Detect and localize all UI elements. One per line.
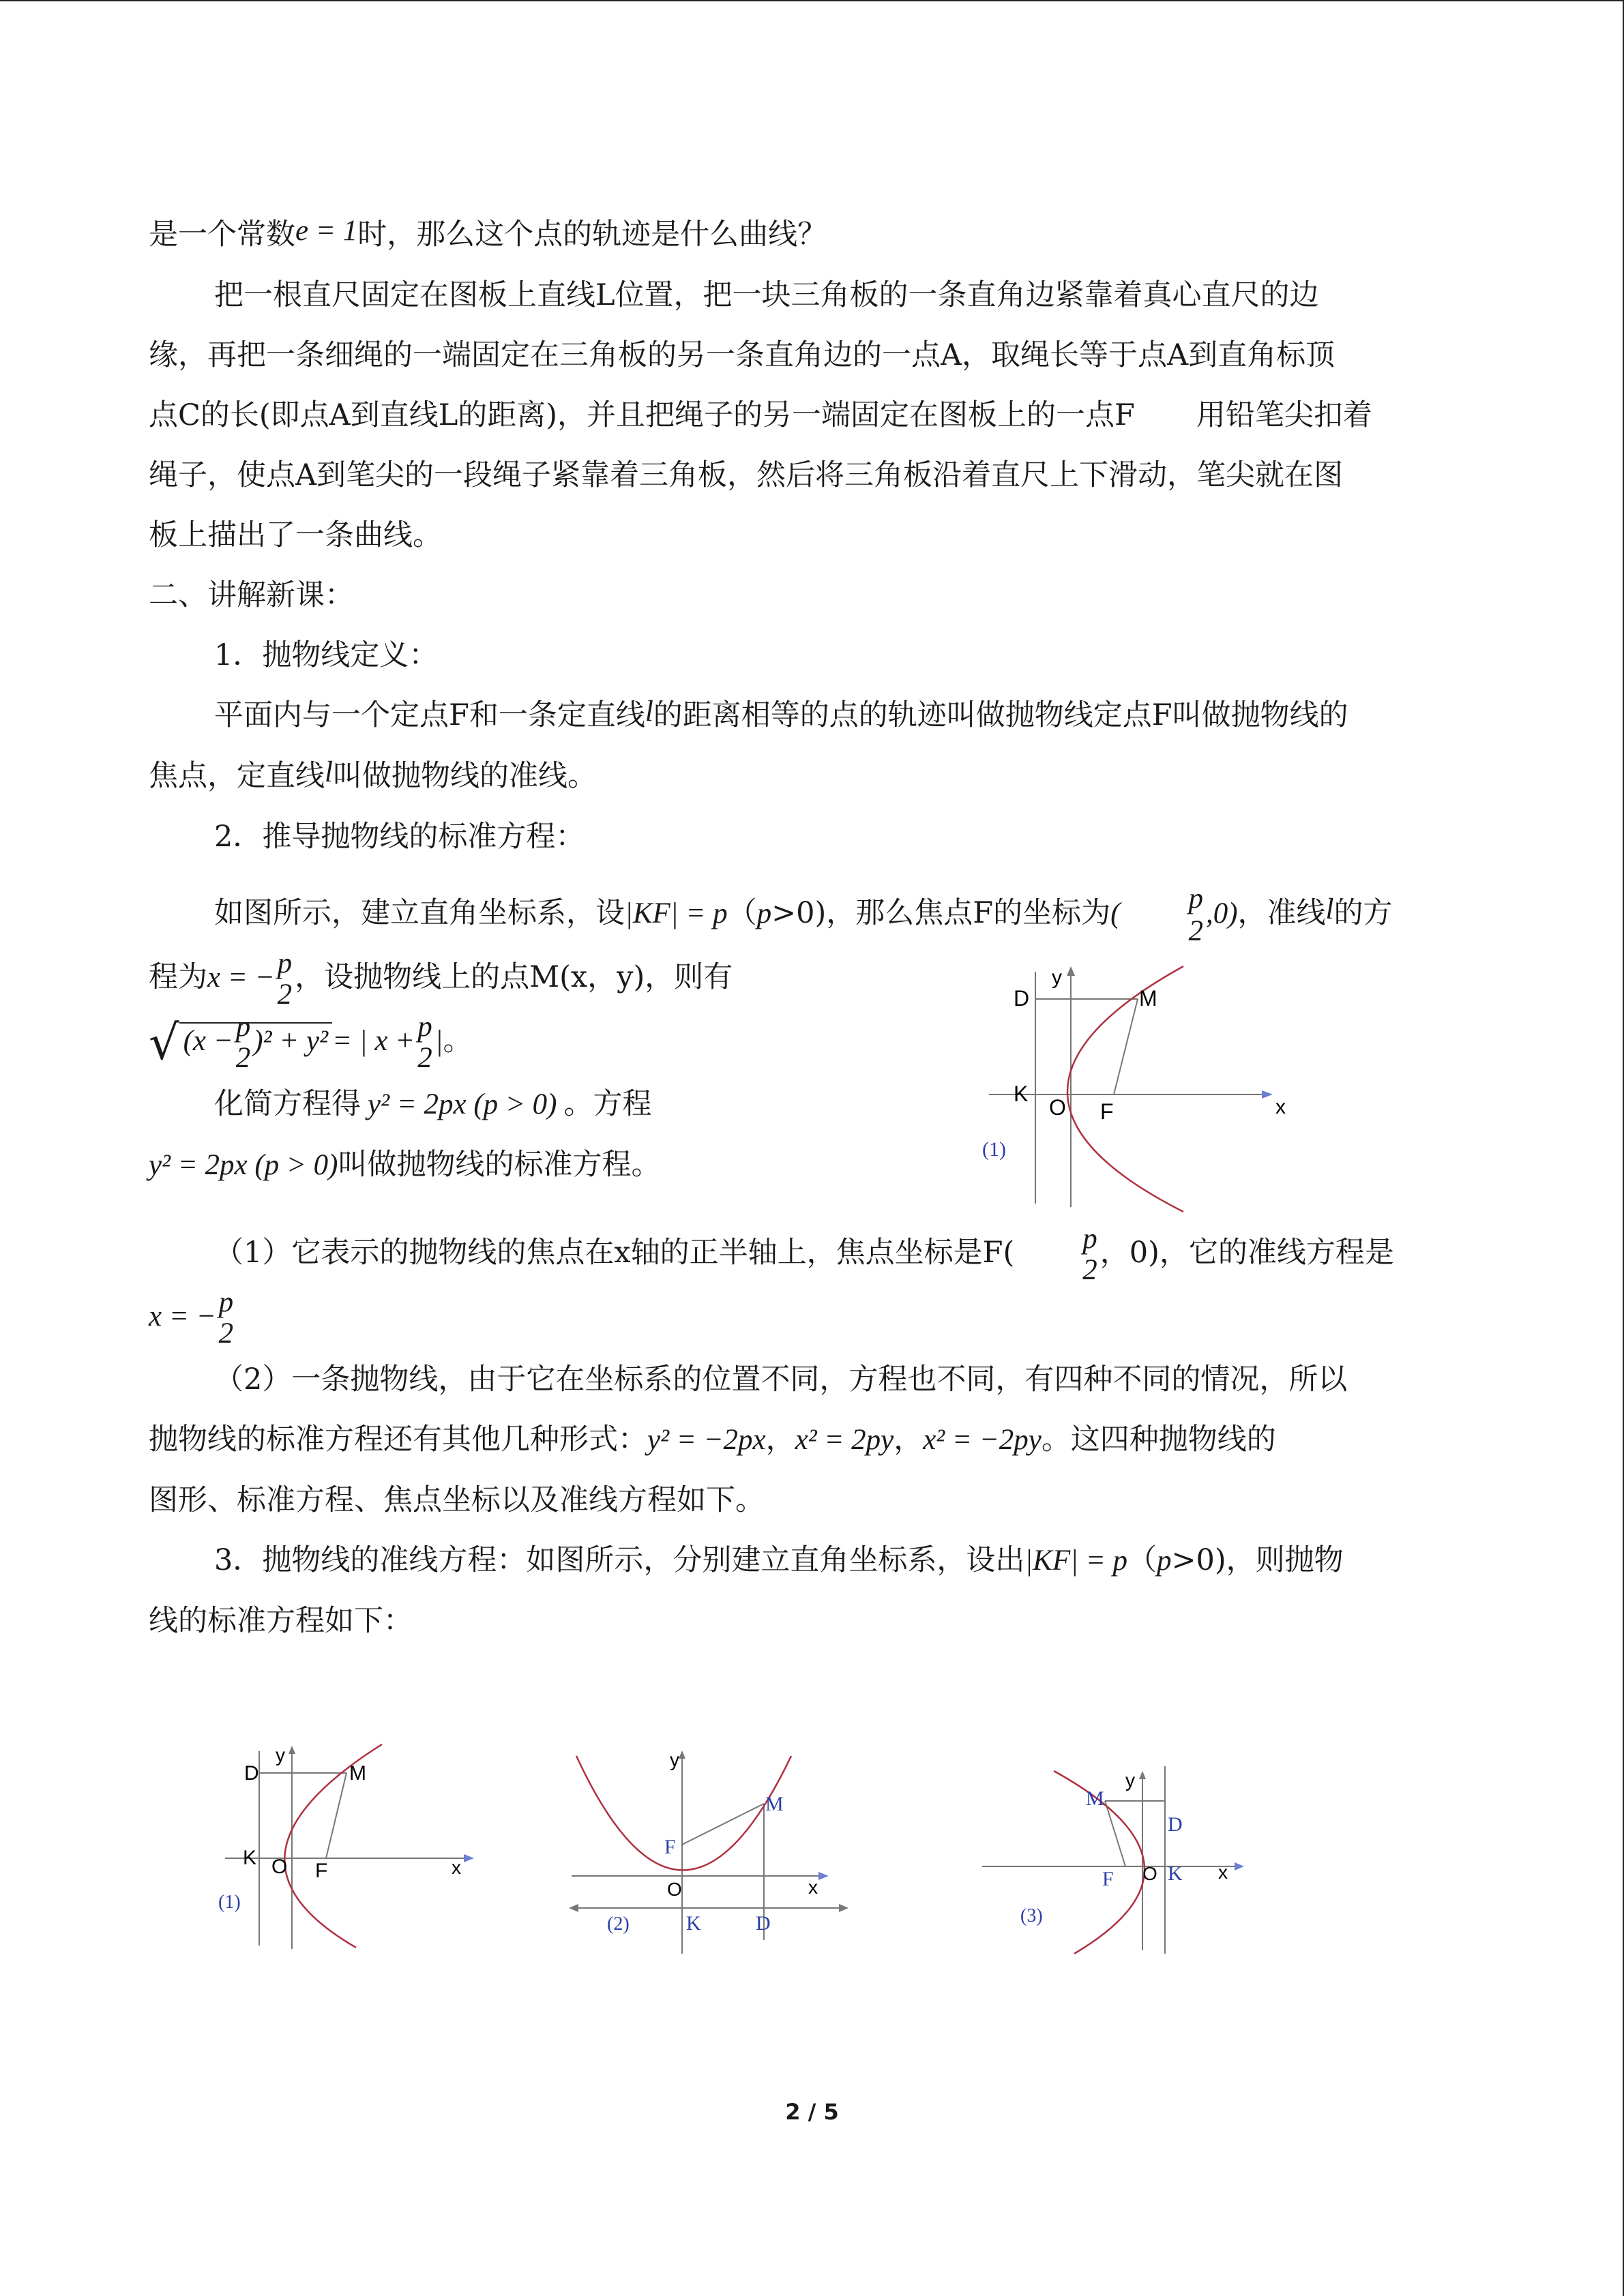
point-label-o: O xyxy=(667,1879,682,1900)
point-label-o: O xyxy=(1049,1095,1066,1120)
text: 。方程 xyxy=(563,1087,652,1121)
text: 程为 xyxy=(149,960,207,994)
fraction: p 2 xyxy=(1082,1223,1097,1286)
paragraph xyxy=(149,685,1479,746)
equation xyxy=(149,1286,1479,1350)
sqrt-sign: √ xyxy=(149,1015,179,1071)
paragraph: 线的标准方程如下： xyxy=(149,1604,413,1638)
math: l xyxy=(325,756,333,788)
paragraph xyxy=(149,385,1479,445)
text: （1）它表示的抛物线的焦点在x轴的正半轴上，焦点坐标是F( xyxy=(214,1236,1015,1270)
point-label-o: O xyxy=(1142,1863,1157,1884)
text: 3．抛物线的准线方程：如图所示，分别建立直角坐标系，设出 xyxy=(214,1543,1025,1577)
paragraph: 板上描出了一条曲线。 xyxy=(149,518,442,552)
text: 叫做抛物线的标准方程。 xyxy=(338,1148,661,1182)
math: y² = 2px (p > 0) xyxy=(368,1088,557,1120)
text: （ xyxy=(1127,1543,1157,1577)
text: 用铅笔尖扣着 xyxy=(1196,398,1372,432)
section-heading: 二、讲解新课： xyxy=(149,578,354,612)
sqrt-body: (x − p 2 )² + y² xyxy=(179,1022,332,1058)
paragraph: 抛物线的标准方程还有其他几种形式：y² = −2px，x² = 2py，x² = −2py。这四种抛物线的 xyxy=(149,1422,1276,1457)
math: p xyxy=(1156,1545,1172,1577)
parabola-figure-2 xyxy=(566,1742,866,1960)
text: 叫做抛物线的准线。 xyxy=(332,759,597,793)
math: x = − xyxy=(207,961,275,994)
text: 如图所示，建立直角坐标系，设 xyxy=(214,896,625,930)
math: e = 1 xyxy=(295,215,358,247)
paragraph xyxy=(149,1223,1479,1286)
document-body xyxy=(149,205,1479,1651)
axis-label-x: x xyxy=(808,1877,818,1898)
point-label-f: F xyxy=(664,1836,676,1858)
axis-label-x: x xyxy=(1218,1862,1228,1883)
text: 点C的长(即点A到直线L的距离)，并且把绳子的另一端固定在图板上的一点F xyxy=(149,398,1135,432)
point-label-k: K xyxy=(243,1847,257,1869)
point-label-d: D xyxy=(1168,1813,1183,1836)
fraction: p 2 xyxy=(417,1011,432,1074)
point-label-d: D xyxy=(244,1762,259,1785)
math: y² = 2px (p > 0) xyxy=(149,1149,338,1181)
math: y² = −2px xyxy=(647,1424,766,1456)
math: l xyxy=(1325,893,1334,925)
point-label-f: F xyxy=(1100,1099,1114,1124)
text: （ xyxy=(727,896,757,930)
axis-label-y: y xyxy=(1125,1770,1135,1791)
subheading: 1．抛物线定义： xyxy=(214,638,439,672)
paragraph: 缘，再把一条细绳的一端固定在三角板的另一条直角边的一点A，取绳长等于点A到直角标顶 xyxy=(149,338,1335,372)
fraction: p 2 xyxy=(277,947,293,1011)
parabola-figure-1 xyxy=(211,1738,498,1956)
text: 时，那么这个点的轨迹是什么曲线？ xyxy=(357,218,827,252)
text: 焦点，定直线 xyxy=(149,759,325,793)
point-label-d: D xyxy=(1014,986,1030,1011)
math: | xyxy=(434,1025,443,1057)
subheading: 2．推导抛物线的标准方程： xyxy=(214,820,585,854)
parabola-figure-3 xyxy=(975,1763,1262,1957)
text: ，0)，它的准线方程是 xyxy=(1099,1236,1394,1270)
math: p xyxy=(756,897,772,929)
paragraph: 把一根直尺固定在图板上直线L位置，把一块三角板的一条直角边紧靠着真心直尺的边 xyxy=(214,278,1319,312)
text: 化简方程得 xyxy=(214,1087,361,1121)
math: x = − xyxy=(149,1300,216,1332)
fraction: $\frac{p}{2}$ xyxy=(1123,883,1203,947)
parabola-figure-main xyxy=(975,958,1289,1217)
math: x² = −2py xyxy=(923,1424,1042,1456)
point-label-k: K xyxy=(1168,1862,1183,1885)
paragraph xyxy=(149,205,1479,265)
figure-number: (2) xyxy=(607,1913,630,1935)
math: = | x + xyxy=(332,1025,415,1057)
figure-number: (3) xyxy=(1020,1905,1043,1926)
paragraph xyxy=(149,746,1479,807)
figure-number: (1) xyxy=(982,1138,1006,1161)
text: 平面内与一个定点F和一条定直线 xyxy=(214,698,645,732)
axis-label-y: y xyxy=(1052,966,1062,989)
text: ，设抛物线上的点M(x，y)，则有 xyxy=(295,960,733,994)
axis-label-y: y xyxy=(670,1749,679,1770)
point-label-f: F xyxy=(1102,1868,1114,1890)
text: ，准线 xyxy=(1237,896,1326,930)
text: 是一个常数 xyxy=(149,218,295,252)
text: 抛物线的标准方程还有其他几种形式： xyxy=(149,1422,647,1457)
text: >0)，那么焦点F的坐标为 xyxy=(771,896,1111,930)
paragraph: （2）一条抛物线，由于它在坐标系的位置不同，方程也不同，有四种不同的情况，所以 xyxy=(214,1362,1348,1397)
axis-label-y: y xyxy=(276,1744,285,1765)
point-label-k: K xyxy=(686,1912,701,1935)
text: 的方 xyxy=(1333,896,1393,930)
paragraph: 图形、标准方程、焦点坐标以及准线方程如下。 xyxy=(149,1483,765,1517)
point-label-f: F xyxy=(315,1860,328,1882)
text: >0)，则抛物 xyxy=(1171,1543,1344,1577)
axis-label-x: x xyxy=(452,1857,461,1878)
text: 的距离相等的点的轨迹叫做抛物线定点F叫做抛物线的 xyxy=(653,698,1348,732)
point-label-m: M xyxy=(1086,1787,1104,1810)
point-label-o: O xyxy=(271,1855,288,1878)
point-label-d: D xyxy=(756,1912,771,1935)
fraction: p 2 xyxy=(218,1286,234,1350)
math: |KF| = p xyxy=(625,897,728,929)
point-label-m: M xyxy=(765,1793,784,1815)
math: x² = 2py xyxy=(795,1424,894,1456)
math: l xyxy=(645,696,653,728)
page-number: 2 / 5 xyxy=(785,2099,839,2125)
math: ,0) xyxy=(1205,897,1238,929)
paragraph xyxy=(149,883,1479,947)
axis-label-x: x xyxy=(1275,1096,1286,1118)
figure-number: (1) xyxy=(218,1892,241,1913)
paragraph xyxy=(149,1530,1479,1591)
math: ( xyxy=(1110,897,1121,929)
point-label-m: M xyxy=(349,1762,366,1785)
math: |KF| = p xyxy=(1024,1545,1127,1577)
text: 。这四种抛物线的 xyxy=(1041,1422,1276,1457)
point-label-k: K xyxy=(1014,1082,1029,1106)
text: 。 xyxy=(443,1024,473,1058)
point-label-m: M xyxy=(1139,986,1157,1011)
paragraph: 绳子，使点A到笔尖的一段绳子紧靠着三角板，然后将三角板沿着直尺上下滑动，笔尖就在图 xyxy=(149,458,1344,492)
